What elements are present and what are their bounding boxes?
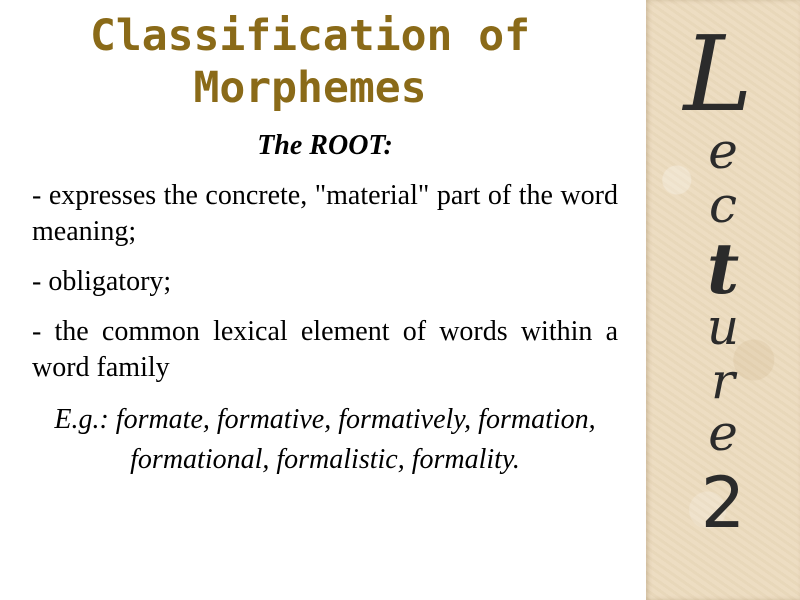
bullet-item: - obligatory; xyxy=(32,266,172,297)
lecture-vertical-label xyxy=(646,13,800,548)
lecture-letter: t xyxy=(706,227,740,310)
lecture-letter: L xyxy=(683,13,753,135)
example-text: E.g.: formate, formative, formatively, formation, formational, formalistic, formality. xyxy=(54,404,596,475)
section-subtitle: The ROOT: xyxy=(257,130,393,161)
lecture-side-panel xyxy=(646,0,800,600)
lecture-letter: u xyxy=(706,298,740,356)
lecture-letter: e xyxy=(708,122,738,180)
lecture-number: 2 xyxy=(700,462,746,544)
slide-content xyxy=(32,128,618,480)
bullet-item: - the common lexical element of words within a word family xyxy=(32,316,618,383)
bullet-item: - expresses the concrete, "material" part of the word meaning; xyxy=(32,180,618,247)
slide-title: Classification of Morphemes xyxy=(89,11,531,113)
lecture-letter: r xyxy=(711,352,735,410)
lecture-letter: e xyxy=(708,404,738,462)
lecture-letter: c xyxy=(708,176,737,234)
